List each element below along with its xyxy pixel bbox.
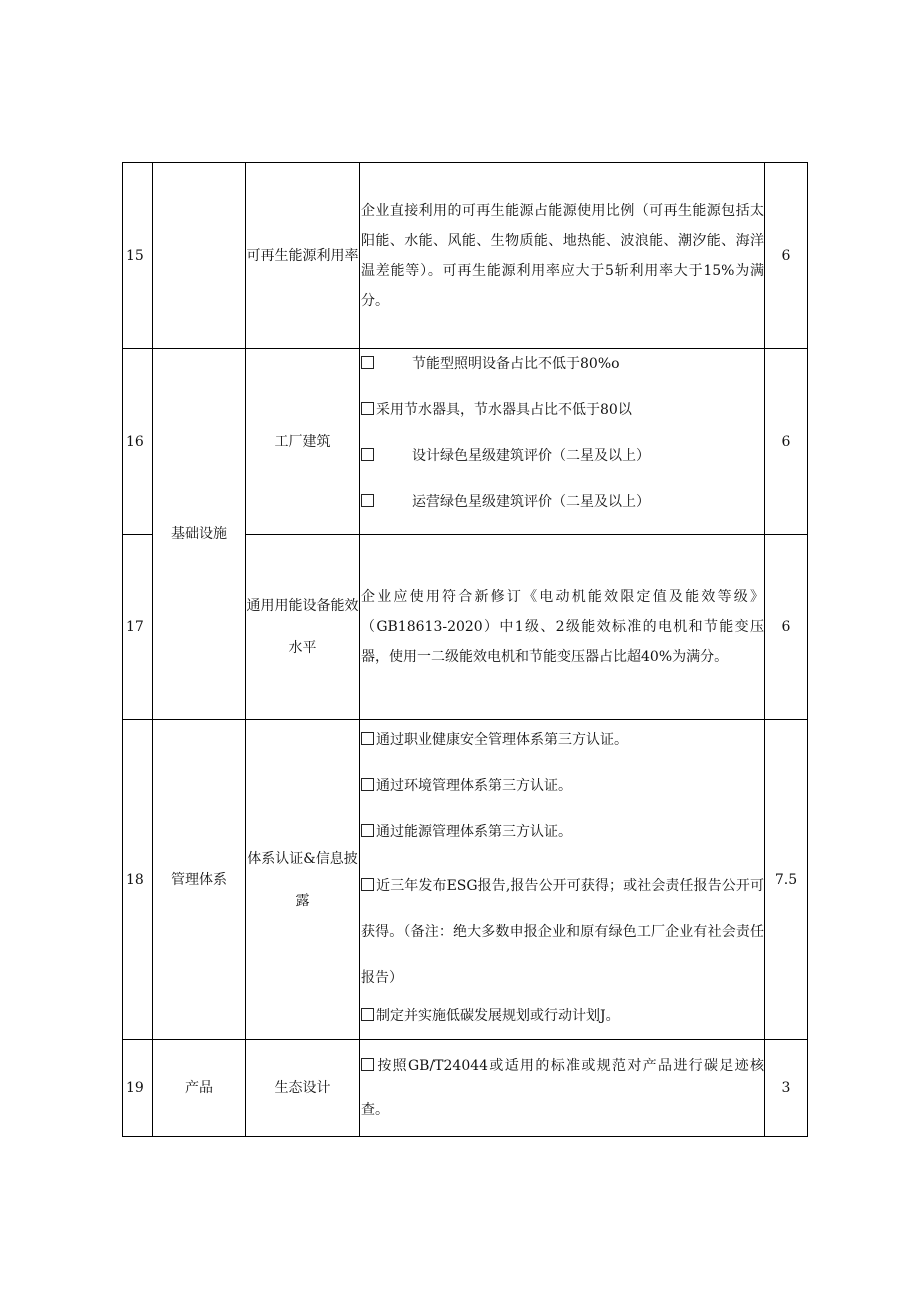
checklist-item: 节能型照明设备占比不低于80%o xyxy=(361,349,764,379)
score-value: 3 xyxy=(765,1040,808,1137)
checklist-item: 按照GB/T24044或适用的标准或规范对产品进行碳足迹核查。 xyxy=(361,1058,764,1118)
item-description: 企业直接利用的可再生能源占能源使用比例（可再生能源包括太阳能、水能、风能、生物质能、地热能、波浪能、潮汐能、海洋温差能等）。可再生能源利用率应大于5斩利用率大于15%为满分。 xyxy=(360,163,765,349)
table-row xyxy=(123,349,808,535)
checkbox-icon xyxy=(361,732,374,745)
checkbox-icon xyxy=(361,1008,374,1021)
table-row xyxy=(123,720,808,1040)
checklist-item: 设计绿色星级建筑评价（二星及以上） xyxy=(361,441,764,471)
checklist-item: 通过职业健康安全管理体系第三方认证。 xyxy=(361,725,764,755)
checkbox-icon xyxy=(361,824,374,837)
checkbox-icon xyxy=(361,494,374,507)
row-number: 17 xyxy=(123,535,153,720)
checkbox-icon xyxy=(361,448,374,461)
row-number: 15 xyxy=(123,163,153,349)
category-cell: 基础设施 xyxy=(153,349,246,720)
item-name: 可再生能源利用率 xyxy=(246,163,360,349)
checklist-item: 近三年发布ESG报告,报告公开可获得；或社会责任报告公开可获得。（备注：绝大多数申报企业和原有绿色工厂企业有社会责任报告） xyxy=(361,877,764,986)
category-cell: 管理体系 xyxy=(153,720,246,1040)
checkbox-icon xyxy=(361,778,374,791)
category-cell-empty xyxy=(153,163,246,349)
score-value: 6 xyxy=(765,349,808,535)
item-name: 通用用能设备能效水平 xyxy=(246,535,360,720)
table-row xyxy=(123,1040,808,1137)
checklist xyxy=(360,720,765,1040)
checkbox-icon xyxy=(361,1058,374,1071)
checklist-item: 采用节水器具，节水器具占比不低于80以 xyxy=(361,395,764,425)
checkbox-icon xyxy=(361,878,374,891)
checklist-item: 运营绿色星级建筑评价（二星及以上） xyxy=(361,487,764,517)
row-number: 16 xyxy=(123,349,153,535)
category-cell: 产品 xyxy=(153,1040,246,1137)
checkbox-icon xyxy=(361,356,374,369)
score-value: 6 xyxy=(765,535,808,720)
checklist-item: 通过环境管理体系第三方认证。 xyxy=(361,771,764,801)
table-row xyxy=(123,163,808,349)
item-name: 体系认证&信息披露 xyxy=(246,720,360,1040)
checklist xyxy=(360,1040,765,1137)
item-description: 企业应使用符合新修订《电动机能效限定值及能效等级》（GB18613-2020）中1级、2级能效标准的电机和节能变压器，使用一二级能效电机和节能变压器占比超40%为满分。 xyxy=(360,535,765,720)
checklist-item: 通过能源管理体系第三方认证。 xyxy=(361,817,764,847)
item-name: 生态设计 xyxy=(246,1040,360,1137)
row-number: 19 xyxy=(123,1040,153,1137)
row-number: 18 xyxy=(123,720,153,1040)
checklist-item: 制定并实施低碳发展规划或行动计划J。 xyxy=(361,1001,764,1031)
checkbox-icon xyxy=(361,402,374,415)
item-name: 工厂建筑 xyxy=(246,349,360,535)
score-value: 7.5 xyxy=(765,720,808,1040)
score-table xyxy=(122,162,808,1137)
score-value: 6 xyxy=(765,163,808,349)
checklist xyxy=(360,349,765,535)
